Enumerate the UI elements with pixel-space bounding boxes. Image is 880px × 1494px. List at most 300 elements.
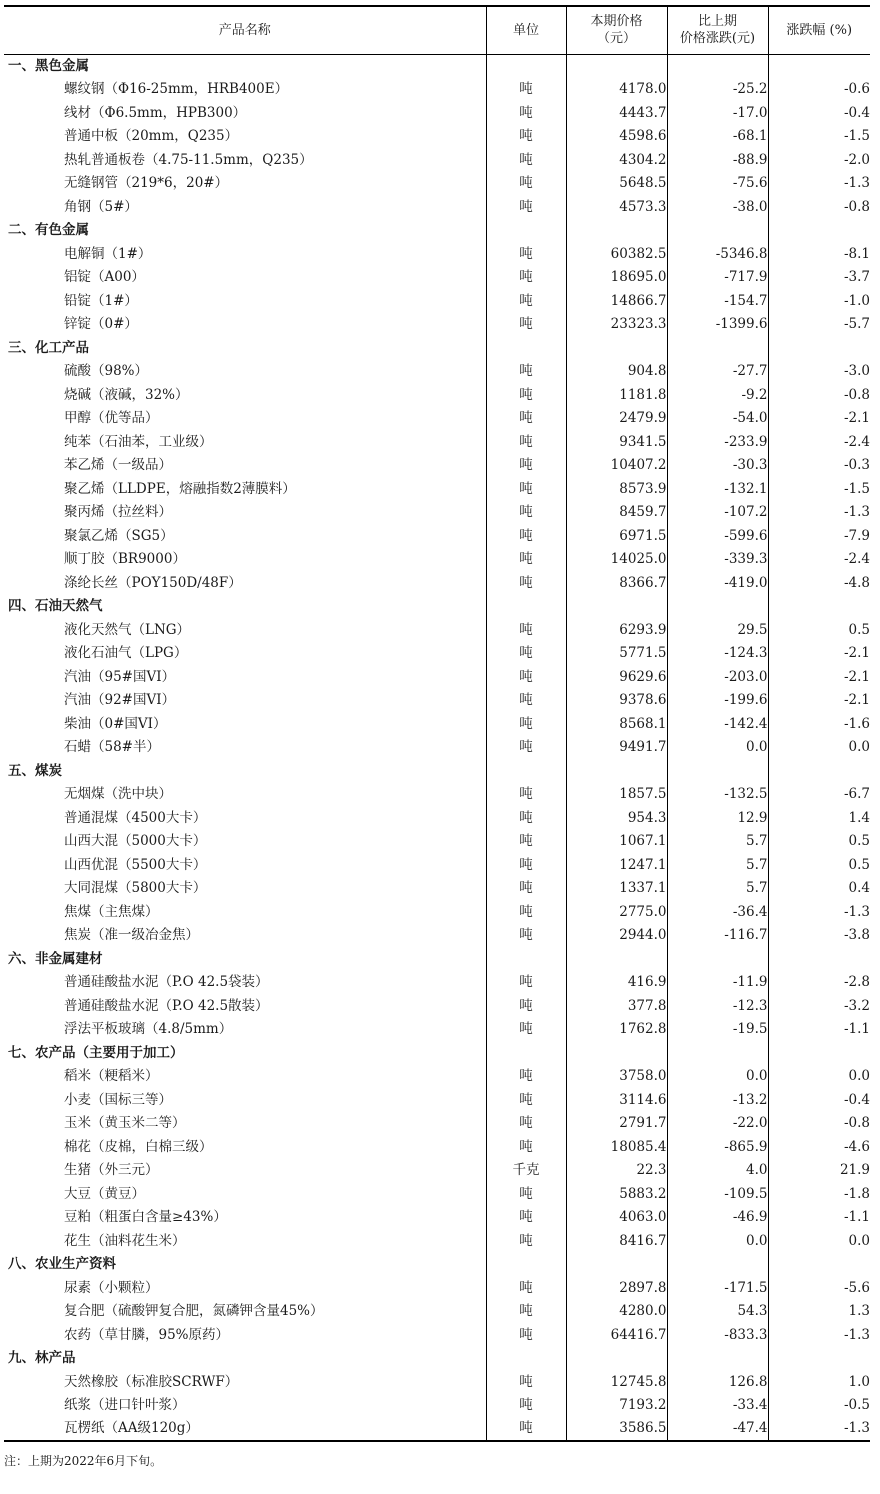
change-percent-cell: -1.3 bbox=[768, 1417, 870, 1441]
current-price-cell: 14025.0 bbox=[566, 548, 667, 572]
current-price-cell: 22.3 bbox=[566, 1159, 667, 1183]
table-row bbox=[4, 360, 870, 384]
table-row bbox=[4, 454, 870, 478]
product-name-cell: 尿素（小颗粒） bbox=[64, 1279, 159, 1296]
price-change-cell: -107.2 bbox=[667, 501, 768, 525]
unit-cell bbox=[486, 1347, 566, 1371]
unit-cell: 吨 bbox=[486, 430, 566, 454]
product-name-cell: 汽油（92#国VI） bbox=[64, 692, 176, 709]
price-change-cell: -11.9 bbox=[667, 971, 768, 995]
change-percent-cell: 21.9 bbox=[768, 1159, 870, 1183]
table-row bbox=[4, 1394, 870, 1418]
category-row bbox=[4, 54, 870, 78]
category-row bbox=[4, 947, 870, 971]
current-price-cell: 4178.0 bbox=[566, 78, 667, 102]
product-name-cell: 聚氯乙烯（SG5） bbox=[64, 527, 174, 544]
product-name-cell: 大同混煤（5800大卡） bbox=[64, 880, 207, 897]
current-price-cell: 60382.5 bbox=[566, 242, 667, 266]
product-name-cell: 棉花（皮棉，白棉三级） bbox=[64, 1138, 213, 1155]
header-product-name: 产品名称 bbox=[4, 6, 486, 54]
current-price-cell: 3114.6 bbox=[566, 1088, 667, 1112]
unit-cell: 吨 bbox=[486, 1229, 566, 1253]
current-price-cell: 8416.7 bbox=[566, 1229, 667, 1253]
table-row bbox=[4, 78, 870, 102]
change-percent-cell: 0.5 bbox=[768, 853, 870, 877]
table-row bbox=[4, 501, 870, 525]
unit-cell: 吨 bbox=[486, 242, 566, 266]
price-change-cell: -124.3 bbox=[667, 642, 768, 666]
change-percent-cell bbox=[768, 595, 870, 619]
current-price-cell: 2479.9 bbox=[566, 407, 667, 431]
unit-cell: 吨 bbox=[486, 125, 566, 149]
price-change-cell bbox=[667, 595, 768, 619]
product-name-cell: 甲醇（优等品） bbox=[64, 410, 159, 427]
price-change-cell: -9.2 bbox=[667, 383, 768, 407]
change-percent-cell: -3.8 bbox=[768, 924, 870, 948]
product-name-cell: 柴油（0#国VI） bbox=[64, 715, 167, 732]
price-change-cell: -199.6 bbox=[667, 689, 768, 713]
change-percent-cell: -3.2 bbox=[768, 994, 870, 1018]
current-price-cell: 8568.1 bbox=[566, 712, 667, 736]
unit-cell: 吨 bbox=[486, 1300, 566, 1324]
current-price-cell: 4280.0 bbox=[566, 1300, 667, 1324]
current-price-cell: 1247.1 bbox=[566, 853, 667, 877]
current-price-cell: 377.8 bbox=[566, 994, 667, 1018]
table-row bbox=[4, 1206, 870, 1230]
product-name-cell: 石蜡（58#半） bbox=[64, 739, 160, 756]
price-change-cell: 4.0 bbox=[667, 1159, 768, 1183]
product-name-cell: 电解铜（1#） bbox=[64, 245, 152, 262]
table-row bbox=[4, 712, 870, 736]
change-percent-cell: -8.1 bbox=[768, 242, 870, 266]
price-change-cell: -717.9 bbox=[667, 266, 768, 290]
unit-cell: 吨 bbox=[486, 830, 566, 854]
price-change-cell: 5.7 bbox=[667, 877, 768, 901]
product-name-cell: 农药（草甘膦，95%原药） bbox=[64, 1326, 230, 1343]
header-current-price-line2: （元） bbox=[596, 31, 636, 47]
table-row bbox=[4, 1088, 870, 1112]
product-name-cell: 液化石油气（LPG） bbox=[64, 645, 188, 662]
unit-cell bbox=[486, 336, 566, 360]
unit-cell bbox=[486, 54, 566, 78]
unit-cell: 吨 bbox=[486, 454, 566, 478]
table-row bbox=[4, 383, 870, 407]
table-row bbox=[4, 407, 870, 431]
change-percent-cell: -2.1 bbox=[768, 642, 870, 666]
price-change-cell bbox=[667, 1347, 768, 1371]
current-price-cell bbox=[566, 219, 667, 243]
current-price-cell: 1067.1 bbox=[566, 830, 667, 854]
product-name-cell: 二、有色金属 bbox=[8, 222, 89, 239]
product-name-cell: 焦煤（主焦煤） bbox=[64, 903, 159, 920]
current-price-cell: 3758.0 bbox=[566, 1065, 667, 1089]
product-name-cell: 大豆（黄豆） bbox=[64, 1185, 145, 1202]
price-change-cell: -75.6 bbox=[667, 172, 768, 196]
change-percent-cell: 0.0 bbox=[768, 1229, 870, 1253]
unit-cell: 吨 bbox=[486, 712, 566, 736]
current-price-cell: 1857.5 bbox=[566, 783, 667, 807]
unit-cell: 吨 bbox=[486, 971, 566, 995]
change-percent-cell: -1.3 bbox=[768, 1323, 870, 1347]
product-name-cell: 涤纶长丝（POY150D/48F） bbox=[64, 574, 242, 591]
table-row bbox=[4, 1018, 870, 1042]
product-name-cell: 五、煤炭 bbox=[8, 762, 62, 779]
price-table bbox=[4, 5, 870, 1442]
table-row bbox=[4, 1370, 870, 1394]
price-change-cell: 0.0 bbox=[667, 1229, 768, 1253]
table-row bbox=[4, 266, 870, 290]
unit-cell: 吨 bbox=[486, 783, 566, 807]
table-row bbox=[4, 1112, 870, 1136]
current-price-cell: 2944.0 bbox=[566, 924, 667, 948]
product-name-cell: 普通中板（20mm，Q235） bbox=[64, 128, 239, 145]
product-name-cell: 山西优混（5500大卡） bbox=[64, 856, 207, 873]
unit-cell: 吨 bbox=[486, 289, 566, 313]
price-change-cell: -46.9 bbox=[667, 1206, 768, 1230]
unit-cell bbox=[486, 1041, 566, 1065]
unit-cell: 吨 bbox=[486, 101, 566, 125]
table-row bbox=[4, 642, 870, 666]
current-price-cell bbox=[566, 759, 667, 783]
change-percent-cell bbox=[768, 54, 870, 78]
price-change-cell: -22.0 bbox=[667, 1112, 768, 1136]
current-price-cell: 6971.5 bbox=[566, 524, 667, 548]
change-percent-cell: 1.3 bbox=[768, 1300, 870, 1324]
current-price-cell bbox=[566, 1041, 667, 1065]
product-name-cell: 复合肥（硫酸钾复合肥，氮磷钾含量45%） bbox=[64, 1303, 324, 1320]
price-change-cell: -17.0 bbox=[667, 101, 768, 125]
current-price-cell: 4304.2 bbox=[566, 148, 667, 172]
unit-cell: 吨 bbox=[486, 736, 566, 760]
change-percent-cell bbox=[768, 1041, 870, 1065]
current-price-cell bbox=[566, 947, 667, 971]
product-name-cell: 纸浆（进口针叶浆） bbox=[64, 1397, 186, 1414]
unit-cell: 吨 bbox=[486, 266, 566, 290]
product-name-cell: 聚乙烯（LLDPE，熔融指数2薄膜料） bbox=[64, 480, 296, 497]
unit-cell: 千克 bbox=[486, 1159, 566, 1183]
unit-cell: 吨 bbox=[486, 1088, 566, 1112]
change-percent-cell: -0.8 bbox=[768, 195, 870, 219]
table-row bbox=[4, 877, 870, 901]
change-percent-cell: -1.5 bbox=[768, 477, 870, 501]
product-name-cell: 螺纹钢（Φ16-25mm，HRB400E） bbox=[64, 81, 289, 98]
unit-cell: 吨 bbox=[486, 1394, 566, 1418]
product-name-cell: 豆粕（粗蛋白含量≥43%） bbox=[64, 1209, 227, 1226]
price-change-cell: -1399.6 bbox=[667, 313, 768, 337]
change-percent-cell: -2.0 bbox=[768, 148, 870, 172]
unit-cell: 吨 bbox=[486, 383, 566, 407]
current-price-cell: 5771.5 bbox=[566, 642, 667, 666]
unit-cell: 吨 bbox=[486, 1065, 566, 1089]
unit-cell bbox=[486, 595, 566, 619]
current-price-cell: 416.9 bbox=[566, 971, 667, 995]
change-percent-cell: 1.0 bbox=[768, 1370, 870, 1394]
table-row bbox=[4, 1182, 870, 1206]
current-price-cell: 18085.4 bbox=[566, 1135, 667, 1159]
table-row bbox=[4, 853, 870, 877]
current-price-cell: 8366.7 bbox=[566, 571, 667, 595]
table-row bbox=[4, 242, 870, 266]
price-change-cell: -171.5 bbox=[667, 1276, 768, 1300]
unit-cell: 吨 bbox=[486, 360, 566, 384]
product-name-cell: 普通硅酸盐水泥（P.O 42.5袋装） bbox=[64, 974, 269, 991]
current-price-cell bbox=[566, 54, 667, 78]
change-percent-cell: -2.1 bbox=[768, 689, 870, 713]
price-change-cell: -19.5 bbox=[667, 1018, 768, 1042]
change-percent-cell: -3.0 bbox=[768, 360, 870, 384]
unit-cell: 吨 bbox=[486, 524, 566, 548]
change-percent-cell: -4.6 bbox=[768, 1135, 870, 1159]
price-change-cell: -132.5 bbox=[667, 783, 768, 807]
product-name-cell: 天然橡胶（标准胶SCRWF） bbox=[64, 1373, 239, 1390]
change-percent-cell: -1.3 bbox=[768, 501, 870, 525]
change-percent-cell bbox=[768, 1347, 870, 1371]
product-name-cell: 苯乙烯（一级品） bbox=[64, 457, 172, 474]
product-name-cell: 铝锭（A00） bbox=[64, 269, 145, 286]
change-percent-cell bbox=[768, 219, 870, 243]
price-change-cell bbox=[667, 336, 768, 360]
product-name-cell: 液化天然气（LNG） bbox=[64, 621, 191, 638]
current-price-cell: 1762.8 bbox=[566, 1018, 667, 1042]
price-change-cell: -109.5 bbox=[667, 1182, 768, 1206]
change-percent-cell: -4.8 bbox=[768, 571, 870, 595]
price-change-cell: -30.3 bbox=[667, 454, 768, 478]
price-change-cell: -132.1 bbox=[667, 477, 768, 501]
table-row bbox=[4, 289, 870, 313]
unit-cell bbox=[486, 947, 566, 971]
unit-cell bbox=[486, 219, 566, 243]
table-row bbox=[4, 101, 870, 125]
change-percent-cell: -1.3 bbox=[768, 900, 870, 924]
table-row bbox=[4, 971, 870, 995]
price-change-cell: -88.9 bbox=[667, 148, 768, 172]
table-row bbox=[4, 477, 870, 501]
product-name-cell: 花生（油料花生米） bbox=[64, 1232, 186, 1249]
change-percent-cell: -1.0 bbox=[768, 289, 870, 313]
current-price-cell: 7193.2 bbox=[566, 1394, 667, 1418]
change-percent-cell bbox=[768, 759, 870, 783]
table-row bbox=[4, 806, 870, 830]
price-change-cell: -833.3 bbox=[667, 1323, 768, 1347]
current-price-cell: 5883.2 bbox=[566, 1182, 667, 1206]
price-change-cell: 5.7 bbox=[667, 830, 768, 854]
current-price-cell: 9629.6 bbox=[566, 665, 667, 689]
current-price-cell: 4063.0 bbox=[566, 1206, 667, 1230]
current-price-cell: 9378.6 bbox=[566, 689, 667, 713]
current-price-cell bbox=[566, 1253, 667, 1277]
change-percent-cell: 0.0 bbox=[768, 1065, 870, 1089]
current-price-cell: 4598.6 bbox=[566, 125, 667, 149]
change-percent-cell: -0.8 bbox=[768, 1112, 870, 1136]
unit-cell: 吨 bbox=[486, 313, 566, 337]
price-change-cell: 12.9 bbox=[667, 806, 768, 830]
unit-cell: 吨 bbox=[486, 1182, 566, 1206]
footnote: 注：上期为2022年6月下旬。 bbox=[4, 1454, 163, 1468]
unit-cell: 吨 bbox=[486, 877, 566, 901]
table-row bbox=[4, 524, 870, 548]
product-name-cell: 锌锭（0#） bbox=[64, 316, 138, 333]
current-price-cell: 4443.7 bbox=[566, 101, 667, 125]
change-percent-cell bbox=[768, 336, 870, 360]
current-price-cell: 23323.3 bbox=[566, 313, 667, 337]
price-change-cell bbox=[667, 54, 768, 78]
product-name-cell: 普通硅酸盐水泥（P.O 42.5散装） bbox=[64, 997, 269, 1014]
change-percent-cell: -1.8 bbox=[768, 1182, 870, 1206]
price-change-cell bbox=[667, 219, 768, 243]
change-percent-cell: -1.1 bbox=[768, 1206, 870, 1230]
product-name-cell: 八、农业生产资料 bbox=[8, 1256, 116, 1273]
price-change-cell: -203.0 bbox=[667, 665, 768, 689]
unit-cell bbox=[486, 759, 566, 783]
category-row bbox=[4, 219, 870, 243]
product-name-cell: 无烟煤（洗中块） bbox=[64, 786, 172, 803]
change-percent-cell: -5.6 bbox=[768, 1276, 870, 1300]
change-percent-cell bbox=[768, 947, 870, 971]
price-change-cell: -33.4 bbox=[667, 1394, 768, 1418]
change-percent-cell: -0.6 bbox=[768, 78, 870, 102]
change-percent-cell: -5.7 bbox=[768, 313, 870, 337]
product-name-cell: 无缝钢管（219*6，20#） bbox=[64, 175, 229, 192]
product-name-cell: 三、化工产品 bbox=[8, 339, 89, 356]
table-row bbox=[4, 689, 870, 713]
price-change-cell: -865.9 bbox=[667, 1135, 768, 1159]
table-row bbox=[4, 618, 870, 642]
price-change-cell: -54.0 bbox=[667, 407, 768, 431]
table-row bbox=[4, 548, 870, 572]
header-row bbox=[4, 6, 870, 54]
unit-cell: 吨 bbox=[486, 501, 566, 525]
change-percent-cell: -0.4 bbox=[768, 101, 870, 125]
unit-cell: 吨 bbox=[486, 1417, 566, 1441]
unit-cell: 吨 bbox=[486, 689, 566, 713]
current-price-cell: 904.8 bbox=[566, 360, 667, 384]
current-price-cell: 64416.7 bbox=[566, 1323, 667, 1347]
product-name-cell: 聚丙烯（拉丝料） bbox=[64, 504, 172, 521]
unit-cell: 吨 bbox=[486, 172, 566, 196]
unit-cell bbox=[486, 1253, 566, 1277]
change-percent-cell: 0.0 bbox=[768, 736, 870, 760]
unit-cell: 吨 bbox=[486, 1323, 566, 1347]
table-row bbox=[4, 924, 870, 948]
current-price-cell: 1181.8 bbox=[566, 383, 667, 407]
price-change-cell bbox=[667, 1253, 768, 1277]
current-price-cell: 5648.5 bbox=[566, 172, 667, 196]
price-change-cell: 29.5 bbox=[667, 618, 768, 642]
table-row bbox=[4, 148, 870, 172]
current-price-cell: 10407.2 bbox=[566, 454, 667, 478]
current-price-cell: 8459.7 bbox=[566, 501, 667, 525]
change-percent-cell: -0.4 bbox=[768, 1088, 870, 1112]
price-change-cell: -68.1 bbox=[667, 125, 768, 149]
header-price-change-line1: 比上期 bbox=[697, 14, 737, 30]
current-price-cell: 9341.5 bbox=[566, 430, 667, 454]
table-row bbox=[4, 830, 870, 854]
table-row bbox=[4, 172, 870, 196]
product-name-cell: 小麦（国标三等） bbox=[64, 1091, 172, 1108]
unit-cell: 吨 bbox=[486, 571, 566, 595]
table-row bbox=[4, 125, 870, 149]
current-price-cell bbox=[566, 1347, 667, 1371]
product-name-cell: 六、非金属建材 bbox=[8, 950, 103, 967]
table-row bbox=[4, 900, 870, 924]
change-percent-cell: 1.4 bbox=[768, 806, 870, 830]
price-change-cell: -47.4 bbox=[667, 1417, 768, 1441]
product-name-cell: 烧碱（液碱，32%） bbox=[64, 386, 189, 403]
table-row bbox=[4, 783, 870, 807]
table-row bbox=[4, 1159, 870, 1183]
change-percent-cell: -0.3 bbox=[768, 454, 870, 478]
unit-cell: 吨 bbox=[486, 1112, 566, 1136]
unit-cell: 吨 bbox=[486, 1370, 566, 1394]
category-row bbox=[4, 336, 870, 360]
table-body bbox=[4, 54, 870, 1441]
price-change-cell: -13.2 bbox=[667, 1088, 768, 1112]
unit-cell: 吨 bbox=[486, 924, 566, 948]
product-name-cell: 顺丁胶（BR9000） bbox=[64, 551, 186, 568]
change-percent-cell: 0.4 bbox=[768, 877, 870, 901]
unit-cell: 吨 bbox=[486, 900, 566, 924]
change-percent-cell: -6.7 bbox=[768, 783, 870, 807]
price-change-cell: -5346.8 bbox=[667, 242, 768, 266]
product-name-cell: 普通混煤（4500大卡） bbox=[64, 809, 207, 826]
current-price-cell: 2775.0 bbox=[566, 900, 667, 924]
unit-cell: 吨 bbox=[486, 853, 566, 877]
current-price-cell: 6293.9 bbox=[566, 618, 667, 642]
unit-cell: 吨 bbox=[486, 477, 566, 501]
category-row bbox=[4, 1041, 870, 1065]
current-price-cell: 14866.7 bbox=[566, 289, 667, 313]
change-percent-cell: -1.5 bbox=[768, 125, 870, 149]
product-name-cell: 七、农产品（主要用于加工） bbox=[8, 1044, 184, 1061]
price-change-cell: 5.7 bbox=[667, 853, 768, 877]
product-name-cell: 硫酸（98%） bbox=[64, 363, 149, 380]
current-price-cell: 954.3 bbox=[566, 806, 667, 830]
price-change-cell: -12.3 bbox=[667, 994, 768, 1018]
table-row bbox=[4, 994, 870, 1018]
product-name-cell: 线材（Φ6.5mm，HPB300） bbox=[64, 104, 247, 121]
header-change-percent: 涨跌幅 (%) bbox=[768, 6, 870, 54]
change-percent-cell: -1.3 bbox=[768, 172, 870, 196]
change-percent-cell: -2.1 bbox=[768, 665, 870, 689]
header-current-price bbox=[566, 6, 667, 54]
price-change-cell: -38.0 bbox=[667, 195, 768, 219]
current-price-cell: 4573.3 bbox=[566, 195, 667, 219]
price-change-cell: -154.7 bbox=[667, 289, 768, 313]
table-row bbox=[4, 1276, 870, 1300]
product-name-cell: 瓦楞纸（AA级120g） bbox=[4, 1417, 486, 1441]
price-change-cell: -599.6 bbox=[667, 524, 768, 548]
unit-cell: 吨 bbox=[486, 665, 566, 689]
change-percent-cell: -2.8 bbox=[768, 971, 870, 995]
unit-cell: 吨 bbox=[486, 407, 566, 431]
change-percent-cell: -2.1 bbox=[768, 407, 870, 431]
table-header bbox=[4, 6, 870, 54]
current-price-cell: 2897.8 bbox=[566, 1276, 667, 1300]
table-row bbox=[4, 195, 870, 219]
current-price-cell: 18695.0 bbox=[566, 266, 667, 290]
table-row bbox=[4, 1300, 870, 1324]
price-change-cell: 54.3 bbox=[667, 1300, 768, 1324]
product-name-cell: 铅锭（1#） bbox=[64, 292, 138, 309]
product-name-cell: 九、林产品 bbox=[8, 1350, 76, 1367]
product-name-cell: 生猪（外三元） bbox=[64, 1162, 159, 1179]
table-row bbox=[4, 571, 870, 595]
unit-cell: 吨 bbox=[486, 806, 566, 830]
current-price-cell: 1337.1 bbox=[566, 877, 667, 901]
product-name-cell: 纯苯（石油苯，工业级） bbox=[64, 433, 213, 450]
product-name-cell: 热轧普通板卷（4.75-11.5mm，Q235） bbox=[64, 151, 313, 168]
unit-cell: 吨 bbox=[486, 1206, 566, 1230]
